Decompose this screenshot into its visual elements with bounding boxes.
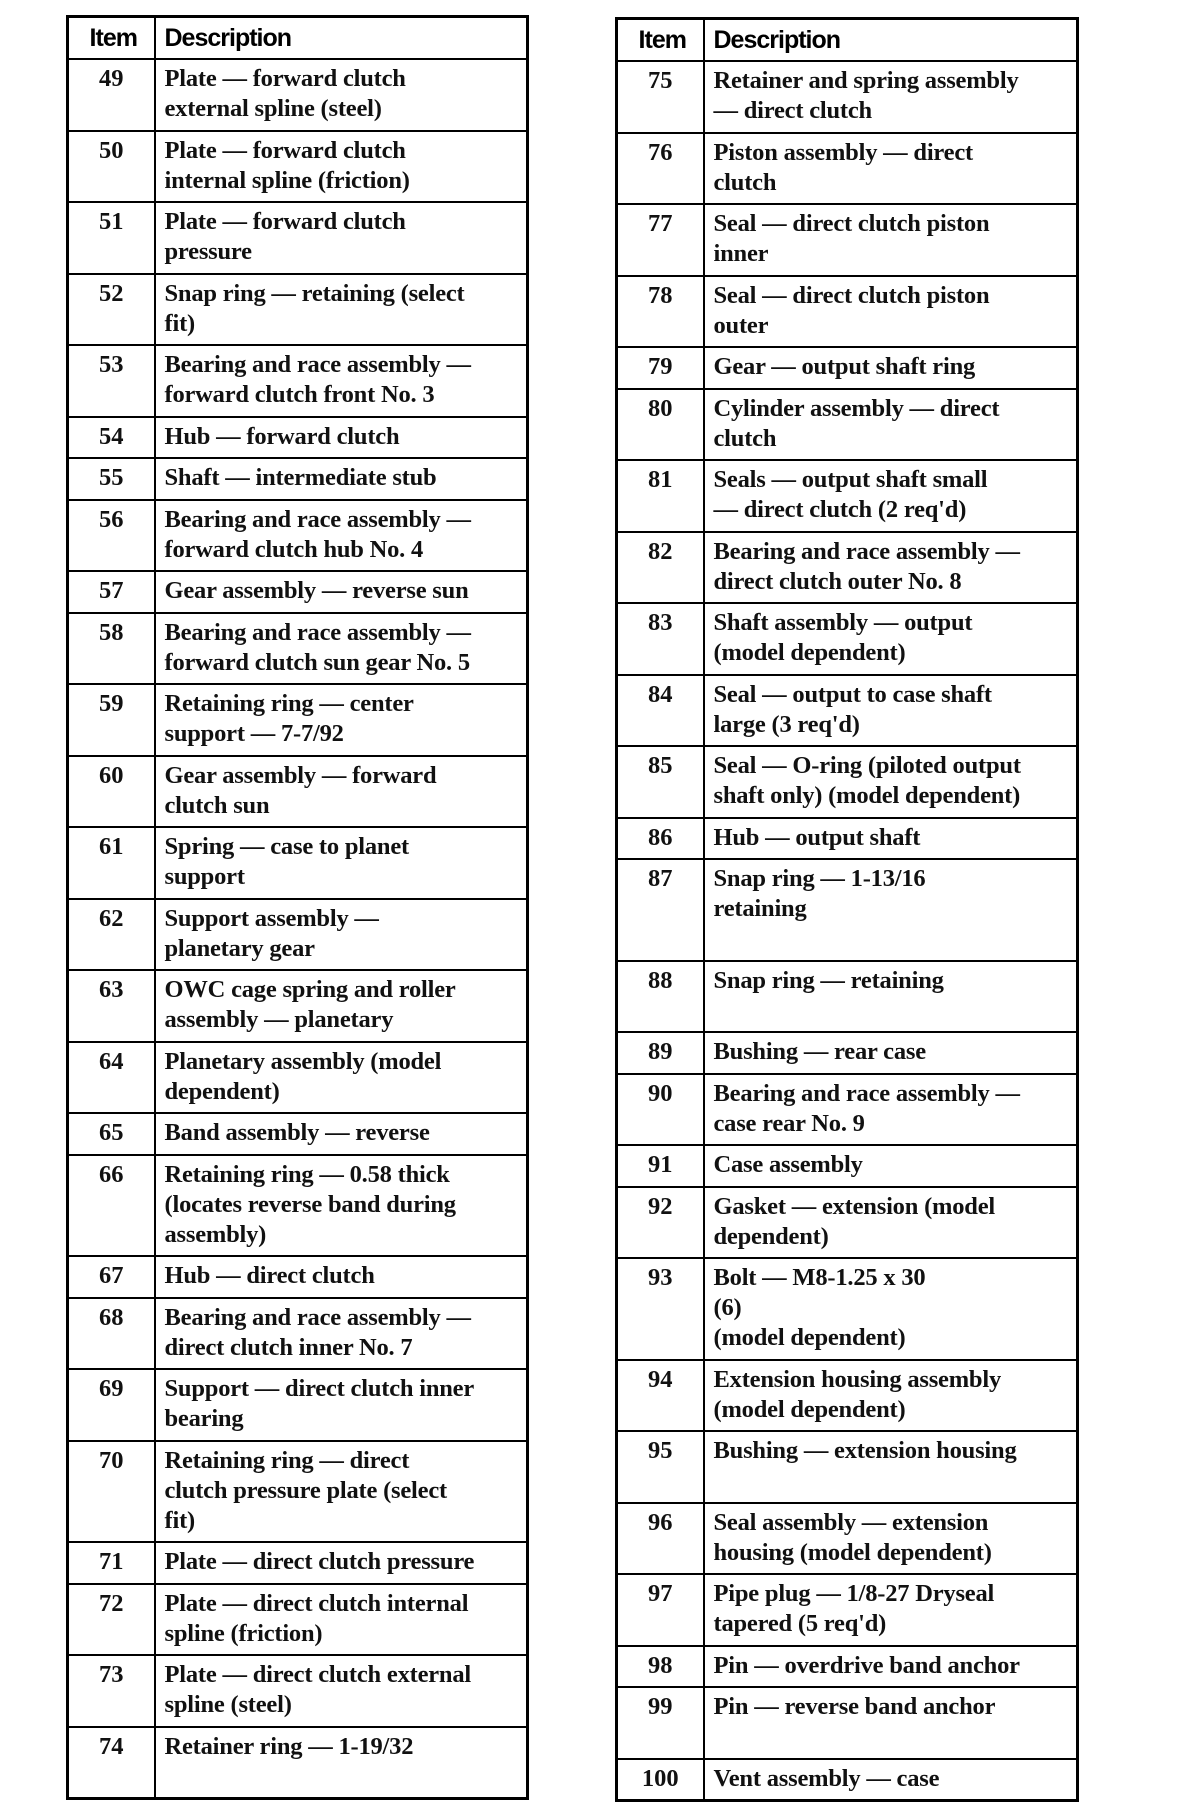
table-row — [617, 1759, 1078, 1801]
table-row — [617, 859, 1078, 961]
item-description: Hub — direct clutch — [155, 1256, 528, 1298]
table-row — [68, 827, 528, 899]
table-row — [68, 899, 528, 971]
table-row — [617, 603, 1078, 675]
item-description: Seal assembly — extension housing (model dependent) — [704, 1503, 1078, 1575]
item-number: 84 — [617, 675, 704, 747]
header-row — [68, 17, 528, 60]
item-number: 75 — [617, 61, 704, 133]
parts-table-right — [615, 17, 1079, 1802]
item-description: Snap ring — retaining — [704, 961, 1078, 1033]
item-description: Seal — O-ring (piloted output shaft only) (model dependent) — [704, 746, 1078, 818]
table-row — [68, 1113, 528, 1155]
table-row — [617, 746, 1078, 818]
item-number: 90 — [617, 1074, 704, 1146]
item-description: Bearing and race assembly — case rear No. 9 — [704, 1074, 1078, 1146]
item-number: 78 — [617, 276, 704, 348]
item-description: Bearing and race assembly — forward clutch sun gear No. 5 — [155, 613, 528, 685]
table-row — [68, 1441, 528, 1543]
table-row — [617, 1360, 1078, 1432]
item-description: Bearing and race assembly — direct clutch inner No. 7 — [155, 1298, 528, 1370]
item-number: 94 — [617, 1360, 704, 1432]
item-number: 51 — [68, 202, 155, 274]
item-description: Pin — reverse band anchor — [704, 1687, 1078, 1759]
table-row — [68, 1155, 528, 1257]
item-description: Gear — output shaft ring — [704, 347, 1078, 389]
item-description: Bearing and race assembly — direct clutch outer No. 8 — [704, 532, 1078, 604]
item-description: Bearing and race assembly — forward clutch front No. 3 — [155, 345, 528, 417]
parts-table-left — [66, 15, 529, 1800]
item-description: Retaining ring — direct clutch pressure plate (select fit) — [155, 1441, 528, 1543]
table-row — [617, 1032, 1078, 1074]
item-description: Shaft assembly — output (model dependent) — [704, 603, 1078, 675]
table-row — [68, 202, 528, 274]
item-number: 58 — [68, 613, 155, 685]
item-description: Plate — direct clutch pressure — [155, 1542, 528, 1584]
description-header: Description — [155, 17, 528, 60]
table-row — [68, 684, 528, 756]
item-number: 60 — [68, 756, 155, 828]
item-description: Cylinder assembly — direct clutch — [704, 389, 1078, 461]
item-description: Retainer ring — 1-19/32 — [155, 1727, 528, 1799]
table-row — [68, 1256, 528, 1298]
item-description: Plate — forward clutch external spline (steel) — [155, 59, 528, 131]
table-row — [617, 347, 1078, 389]
item-description: Support assembly — planetary gear — [155, 899, 528, 971]
item-number: 53 — [68, 345, 155, 417]
item-number: 59 — [68, 684, 155, 756]
item-header: Item — [68, 17, 155, 60]
item-number: 74 — [68, 1727, 155, 1799]
item-number: 57 — [68, 571, 155, 613]
item-number: 82 — [617, 532, 704, 604]
item-description: Plate — direct clutch internal spline (friction) — [155, 1584, 528, 1656]
item-description: Spring — case to planet support — [155, 827, 528, 899]
table-row — [68, 1584, 528, 1656]
table-row — [68, 500, 528, 572]
item-number: 83 — [617, 603, 704, 675]
table-row — [617, 1687, 1078, 1759]
item-number: 62 — [68, 899, 155, 971]
item-number: 93 — [617, 1258, 704, 1360]
item-description: Snap ring — 1-13/16 retaining — [704, 859, 1078, 961]
item-description: OWC cage spring and roller assembly — planetary — [155, 970, 528, 1042]
item-number: 98 — [617, 1646, 704, 1688]
table-row — [617, 532, 1078, 604]
item-description: Extension housing assembly (model dependent) — [704, 1360, 1078, 1432]
table-row — [617, 61, 1078, 133]
item-number: 49 — [68, 59, 155, 131]
item-number: 77 — [617, 204, 704, 276]
item-description: Gasket — extension (model dependent) — [704, 1187, 1078, 1259]
table-row — [617, 276, 1078, 348]
item-number: 95 — [617, 1431, 704, 1503]
item-number: 64 — [68, 1042, 155, 1114]
item-description: Planetary assembly (model dependent) — [155, 1042, 528, 1114]
item-number: 92 — [617, 1187, 704, 1259]
item-description: Gear assembly — forward clutch sun — [155, 756, 528, 828]
item-number: 68 — [68, 1298, 155, 1370]
item-number: 99 — [617, 1687, 704, 1759]
item-description: Plate — forward clutch pressure — [155, 202, 528, 274]
item-description: Seals — output shaft small — direct clutch (2 req'd) — [704, 460, 1078, 532]
item-description: Seal — direct clutch piston inner — [704, 204, 1078, 276]
table-row — [68, 756, 528, 828]
item-description: Seal — output to case shaft large (3 req'd) — [704, 675, 1078, 747]
item-number: 76 — [617, 133, 704, 205]
item-number: 54 — [68, 417, 155, 459]
item-number: 63 — [68, 970, 155, 1042]
table-row — [68, 970, 528, 1042]
item-number: 52 — [68, 274, 155, 346]
table-row — [617, 133, 1078, 205]
item-description: Plate — forward clutch internal spline (friction) — [155, 131, 528, 203]
table-row — [68, 274, 528, 346]
item-description: Plate — direct clutch external spline (steel) — [155, 1655, 528, 1727]
table-row — [617, 1431, 1078, 1503]
item-number: 81 — [617, 460, 704, 532]
item-description: Hub — output shaft — [704, 818, 1078, 860]
item-description: Bolt — M8-1.25 x 30 (6) (model dependent) — [704, 1258, 1078, 1360]
table-row — [617, 675, 1078, 747]
item-description: Pin — overdrive band anchor — [704, 1646, 1078, 1688]
item-description: Vent assembly — case — [704, 1759, 1078, 1801]
table-row — [68, 1369, 528, 1441]
table-row — [617, 1074, 1078, 1146]
item-number: 50 — [68, 131, 155, 203]
item-description: Hub — forward clutch — [155, 417, 528, 459]
item-description: Retainer and spring assembly — direct clutch — [704, 61, 1078, 133]
table-row — [68, 458, 528, 500]
item-number: 100 — [617, 1759, 704, 1801]
table-row — [68, 1655, 528, 1727]
item-description: Snap ring — retaining (select fit) — [155, 274, 528, 346]
item-description: Pipe plug — 1/8-27 Dryseal tapered (5 req'd) — [704, 1574, 1078, 1646]
item-number: 55 — [68, 458, 155, 500]
item-number: 67 — [68, 1256, 155, 1298]
item-number: 56 — [68, 500, 155, 572]
table-row — [68, 345, 528, 417]
item-number: 86 — [617, 818, 704, 860]
table-row — [68, 1042, 528, 1114]
item-number: 73 — [68, 1655, 155, 1727]
item-number: 66 — [68, 1155, 155, 1257]
item-number: 80 — [617, 389, 704, 461]
table-row — [68, 59, 528, 131]
table-row — [617, 204, 1078, 276]
table-row — [617, 460, 1078, 532]
table-row — [68, 1727, 528, 1799]
table-row — [68, 613, 528, 685]
item-description: Case assembly — [704, 1145, 1078, 1187]
table-row — [617, 818, 1078, 860]
item-number: 88 — [617, 961, 704, 1033]
table-row — [617, 1646, 1078, 1688]
table-row — [68, 131, 528, 203]
item-number: 87 — [617, 859, 704, 961]
item-number: 97 — [617, 1574, 704, 1646]
item-number: 91 — [617, 1145, 704, 1187]
table-row — [617, 1503, 1078, 1575]
item-description: Retaining ring — center support — 7-7/92 — [155, 684, 528, 756]
item-number: 72 — [68, 1584, 155, 1656]
item-number: 85 — [617, 746, 704, 818]
table-row — [617, 389, 1078, 461]
table-row — [617, 961, 1078, 1033]
header-row — [617, 19, 1078, 62]
item-description: Bushing — extension housing — [704, 1431, 1078, 1503]
item-description: Gear assembly — reverse sun — [155, 571, 528, 613]
item-description: Support — direct clutch inner bearing — [155, 1369, 528, 1441]
item-number: 65 — [68, 1113, 155, 1155]
item-description: Band assembly — reverse — [155, 1113, 528, 1155]
table-row — [617, 1258, 1078, 1360]
item-description: Seal — direct clutch piston outer — [704, 276, 1078, 348]
item-description: Retaining ring — 0.58 thick (locates reverse band during assembly) — [155, 1155, 528, 1257]
table-row — [617, 1187, 1078, 1259]
table-row — [68, 571, 528, 613]
description-header: Description — [704, 19, 1078, 62]
item-number: 61 — [68, 827, 155, 899]
item-number: 79 — [617, 347, 704, 389]
item-number: 96 — [617, 1503, 704, 1575]
item-description: Bearing and race assembly — forward clutch hub No. 4 — [155, 500, 528, 572]
item-number: 89 — [617, 1032, 704, 1074]
table-row — [617, 1574, 1078, 1646]
table-row — [68, 1298, 528, 1370]
item-description: Bushing — rear case — [704, 1032, 1078, 1074]
item-description: Shaft — intermediate stub — [155, 458, 528, 500]
item-header: Item — [617, 19, 704, 62]
table-row — [617, 1145, 1078, 1187]
table-row — [68, 1542, 528, 1584]
table-row — [68, 417, 528, 459]
item-number: 71 — [68, 1542, 155, 1584]
item-description: Piston assembly — direct clutch — [704, 133, 1078, 205]
item-number: 70 — [68, 1441, 155, 1543]
item-number: 69 — [68, 1369, 155, 1441]
